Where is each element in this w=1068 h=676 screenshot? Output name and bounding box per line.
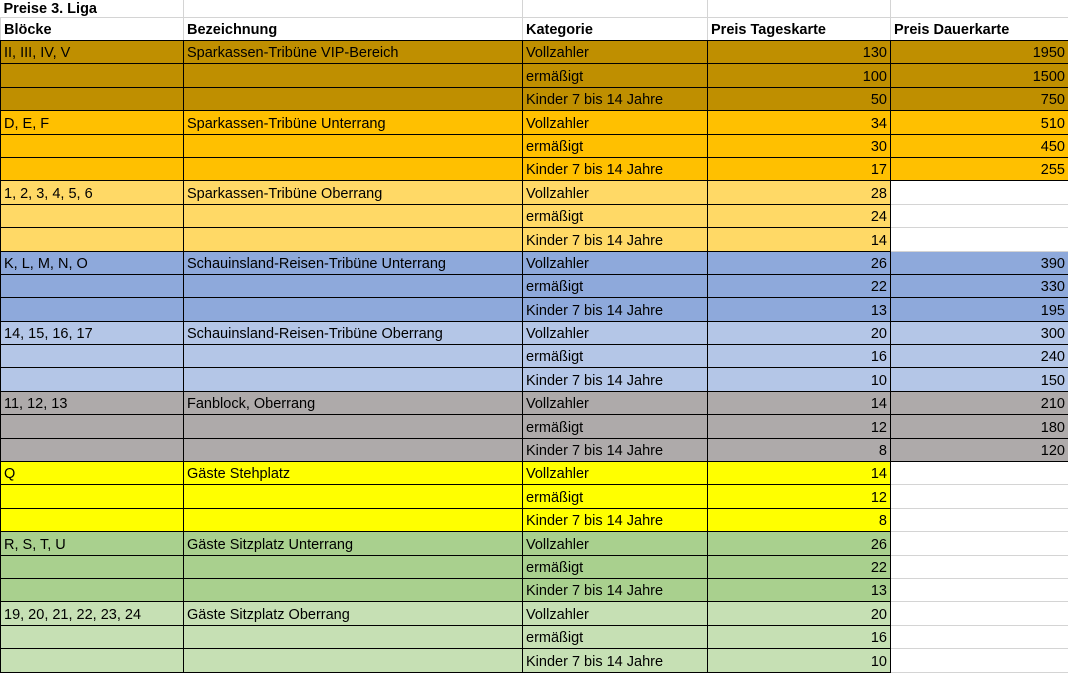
cell-preis-tageskarte[interactable]: 12 (708, 415, 891, 438)
cell-preis-dauerkarte[interactable]: 120 (891, 438, 1068, 461)
cell-preis-dauerkarte[interactable] (891, 555, 1068, 578)
cell-bezeichnung[interactable] (184, 555, 523, 578)
cell-kategorie[interactable]: ermäßigt (523, 64, 708, 87)
empty-cell[interactable] (523, 0, 708, 18)
cell-bloecke[interactable] (1, 157, 184, 180)
cell-bezeichnung[interactable]: Sparkassen-Tribüne Oberrang (184, 181, 523, 204)
table-row (1, 508, 1068, 531)
table-row (1, 555, 1068, 578)
table-row (1, 111, 1068, 134)
cell-preis-dauerkarte[interactable] (891, 462, 1068, 485)
cell-bloecke[interactable] (1, 228, 184, 251)
cell-kategorie[interactable]: ermäßigt (523, 134, 708, 157)
cell-bloecke[interactable]: D, E, F (1, 111, 184, 134)
cell-kategorie[interactable]: ermäßigt (523, 625, 708, 648)
cell-preis-dauerkarte[interactable]: 180 (891, 415, 1068, 438)
cell-preis-dauerkarte[interactable] (891, 602, 1068, 625)
cell-preis-tageskarte[interactable]: 13 (708, 298, 891, 321)
cell-preis-tageskarte[interactable]: 12 (708, 485, 891, 508)
table-row (1, 438, 1068, 461)
cell-kategorie[interactable]: Vollzahler (523, 181, 708, 204)
cell-preis-tageskarte[interactable]: 28 (708, 181, 891, 204)
cell-bezeichnung[interactable] (184, 625, 523, 648)
cell-bloecke[interactable] (1, 555, 184, 578)
table-row (1, 391, 1068, 414)
table-row (1, 462, 1068, 485)
cell-preis-dauerkarte[interactable] (891, 625, 1068, 648)
cell-bloecke[interactable]: K, L, M, N, O (1, 251, 184, 274)
cell-kategorie[interactable]: ermäßigt (523, 274, 708, 297)
table-row (1, 274, 1068, 297)
cell-preis-dauerkarte[interactable] (891, 532, 1068, 555)
cell-preis-dauerkarte[interactable] (891, 578, 1068, 601)
cell-preis-dauerkarte[interactable]: 195 (891, 298, 1068, 321)
cell-bloecke[interactable]: Q (1, 462, 184, 485)
cell-bloecke[interactable] (1, 298, 184, 321)
cell-bezeichnung[interactable]: Schauinsland-Reisen-Tribüne Unterrang (184, 251, 523, 274)
cell-preis-tageskarte[interactable]: 10 (708, 368, 891, 391)
cell-bloecke[interactable] (1, 274, 184, 297)
cell-preis-tageskarte[interactable]: 100 (708, 64, 891, 87)
table-row (1, 368, 1068, 391)
cell-preis-tageskarte[interactable]: 17 (708, 157, 891, 180)
header-row (1, 18, 1068, 41)
cell-preis-dauerkarte[interactable]: 240 (891, 345, 1068, 368)
header-preis-dauerkarte[interactable]: Preis Dauerkarte (891, 18, 1068, 41)
table-row (1, 251, 1068, 274)
table-row (1, 228, 1068, 251)
cell-preis-dauerkarte[interactable] (891, 649, 1068, 672)
cell-preis-tageskarte[interactable]: 14 (708, 462, 891, 485)
cell-bloecke[interactable]: 19, 20, 21, 22, 23, 24 (1, 602, 184, 625)
cell-kategorie[interactable]: Kinder 7 bis 14 Jahre (523, 298, 708, 321)
cell-bloecke[interactable] (1, 204, 184, 227)
cell-kategorie[interactable]: Vollzahler (523, 321, 708, 344)
cell-kategorie[interactable]: Vollzahler (523, 532, 708, 555)
table-row (1, 415, 1068, 438)
cell-bezeichnung[interactable] (184, 368, 523, 391)
cell-kategorie[interactable]: Vollzahler (523, 111, 708, 134)
cell-kategorie[interactable]: Vollzahler (523, 602, 708, 625)
cell-bloecke[interactable] (1, 485, 184, 508)
cell-bezeichnung[interactable] (184, 274, 523, 297)
cell-preis-tageskarte[interactable]: 34 (708, 111, 891, 134)
cell-bloecke[interactable]: R, S, T, U (1, 532, 184, 555)
table-row (1, 485, 1068, 508)
table-row (1, 345, 1068, 368)
empty-cell[interactable] (708, 0, 891, 18)
table-row (1, 625, 1068, 648)
empty-cell[interactable] (184, 0, 523, 18)
cell-preis-tageskarte[interactable]: 130 (708, 41, 891, 64)
cell-bezeichnung[interactable] (184, 228, 523, 251)
table-row (1, 321, 1068, 344)
cell-preis-tageskarte[interactable]: 24 (708, 204, 891, 227)
cell-bloecke[interactable] (1, 345, 184, 368)
table-row (1, 87, 1068, 110)
cell-preis-tageskarte[interactable]: 10 (708, 649, 891, 672)
cell-bloecke[interactable] (1, 649, 184, 672)
cell-kategorie[interactable]: Kinder 7 bis 14 Jahre (523, 508, 708, 531)
cell-preis-dauerkarte[interactable]: 390 (891, 251, 1068, 274)
cell-kategorie[interactable]: Kinder 7 bis 14 Jahre (523, 368, 708, 391)
cell-preis-dauerkarte[interactable] (891, 508, 1068, 531)
cell-kategorie[interactable]: ermäßigt (523, 415, 708, 438)
cell-preis-dauerkarte[interactable] (891, 228, 1068, 251)
cell-kategorie[interactable]: Kinder 7 bis 14 Jahre (523, 228, 708, 251)
header-preis-tageskarte[interactable]: Preis Tageskarte (708, 18, 891, 41)
cell-bezeichnung[interactable] (184, 649, 523, 672)
cell-preis-dauerkarte[interactable]: 150 (891, 368, 1068, 391)
table-row (1, 157, 1068, 180)
cell-preis-tageskarte[interactable]: 14 (708, 228, 891, 251)
cell-preis-dauerkarte[interactable]: 210 (891, 391, 1068, 414)
cell-preis-dauerkarte[interactable]: 450 (891, 134, 1068, 157)
cell-preis-tageskarte[interactable]: 22 (708, 555, 891, 578)
cell-bezeichnung[interactable]: Gäste Sitzplatz Unterrang (184, 532, 523, 555)
cell-bloecke[interactable]: 11, 12, 13 (1, 391, 184, 414)
cell-bloecke[interactable] (1, 508, 184, 531)
cell-preis-tageskarte[interactable]: 30 (708, 134, 891, 157)
cell-bezeichnung[interactable] (184, 415, 523, 438)
cell-bezeichnung[interactable] (184, 578, 523, 601)
cell-kategorie[interactable]: Kinder 7 bis 14 Jahre (523, 578, 708, 601)
header-kategorie[interactable]: Kategorie (523, 18, 708, 41)
cell-kategorie[interactable]: Kinder 7 bis 14 Jahre (523, 649, 708, 672)
cell-bloecke[interactable]: 1, 2, 3, 4, 5, 6 (1, 181, 184, 204)
cell-kategorie[interactable]: Vollzahler (523, 251, 708, 274)
cell-preis-dauerkarte[interactable] (891, 485, 1068, 508)
empty-cell[interactable] (891, 0, 1068, 18)
cell-bezeichnung[interactable] (184, 134, 523, 157)
cell-preis-dauerkarte[interactable]: 1950 (891, 41, 1068, 64)
header-bezeichnung[interactable]: Bezeichnung (184, 18, 523, 41)
cell-bloecke[interactable] (1, 625, 184, 648)
cell-bezeichnung[interactable] (184, 157, 523, 180)
sheet-title[interactable]: Preise 3. Liga (1, 0, 184, 18)
cell-bezeichnung[interactable]: Sparkassen-Tribüne VIP-Bereich (184, 41, 523, 64)
cell-kategorie[interactable]: Kinder 7 bis 14 Jahre (523, 157, 708, 180)
cell-bloecke[interactable] (1, 64, 184, 87)
table-row (1, 64, 1068, 87)
cell-kategorie[interactable]: Vollzahler (523, 391, 708, 414)
cell-preis-dauerkarte[interactable]: 300 (891, 321, 1068, 344)
table-row (1, 649, 1068, 672)
table-row (1, 134, 1068, 157)
cell-bezeichnung[interactable] (184, 345, 523, 368)
cell-preis-tageskarte[interactable]: 8 (708, 438, 891, 461)
cell-preis-dauerkarte[interactable]: 510 (891, 111, 1068, 134)
cell-bezeichnung[interactable]: Gäste Stehplatz (184, 462, 523, 485)
cell-kategorie[interactable]: ermäßigt (523, 345, 708, 368)
cell-preis-tageskarte[interactable]: 26 (708, 532, 891, 555)
cell-preis-tageskarte[interactable]: 13 (708, 578, 891, 601)
cell-preis-dauerkarte[interactable]: 750 (891, 87, 1068, 110)
cell-kategorie[interactable]: Kinder 7 bis 14 Jahre (523, 87, 708, 110)
cell-bezeichnung[interactable] (184, 298, 523, 321)
cell-preis-tageskarte[interactable]: 50 (708, 87, 891, 110)
cell-preis-tageskarte[interactable]: 8 (708, 508, 891, 531)
cell-bloecke[interactable] (1, 134, 184, 157)
cell-preis-dauerkarte[interactable] (891, 204, 1068, 227)
header-bloecke[interactable]: Blöcke (1, 18, 184, 41)
cell-bezeichnung[interactable] (184, 438, 523, 461)
table-row (1, 41, 1068, 64)
cell-bezeichnung[interactable] (184, 204, 523, 227)
cell-preis-tageskarte[interactable]: 20 (708, 321, 891, 344)
cell-kategorie[interactable]: ermäßigt (523, 555, 708, 578)
cell-preis-tageskarte[interactable]: 16 (708, 345, 891, 368)
table-row (1, 204, 1068, 227)
cell-preis-tageskarte[interactable]: 16 (708, 625, 891, 648)
table-row (1, 602, 1068, 625)
cell-kategorie[interactable]: ermäßigt (523, 204, 708, 227)
cell-bloecke[interactable]: II, III, IV, V (1, 41, 184, 64)
cell-preis-dauerkarte[interactable]: 1500 (891, 64, 1068, 87)
cell-bezeichnung[interactable] (184, 64, 523, 87)
cell-bloecke[interactable] (1, 87, 184, 110)
cell-bezeichnung[interactable]: Schauinsland-Reisen-Tribüne Oberrang (184, 321, 523, 344)
cell-preis-tageskarte[interactable]: 14 (708, 391, 891, 414)
cell-preis-tageskarte[interactable]: 26 (708, 251, 891, 274)
cell-bezeichnung[interactable]: Gäste Sitzplatz Oberrang (184, 602, 523, 625)
title-row (1, 0, 1068, 18)
cell-bezeichnung[interactable]: Fanblock, Oberrang (184, 391, 523, 414)
cell-bloecke[interactable] (1, 368, 184, 391)
cell-bezeichnung[interactable] (184, 485, 523, 508)
table-row (1, 532, 1068, 555)
cell-kategorie[interactable]: Kinder 7 bis 14 Jahre (523, 438, 708, 461)
cell-preis-tageskarte[interactable]: 22 (708, 274, 891, 297)
cell-bloecke[interactable] (1, 578, 184, 601)
cell-bezeichnung[interactable] (184, 87, 523, 110)
cell-kategorie[interactable]: ermäßigt (523, 485, 708, 508)
table-row (1, 578, 1068, 601)
cell-bloecke[interactable] (1, 415, 184, 438)
cell-bezeichnung[interactable]: Sparkassen-Tribüne Unterrang (184, 111, 523, 134)
cell-preis-dauerkarte[interactable] (891, 181, 1068, 204)
cell-preis-dauerkarte[interactable]: 330 (891, 274, 1068, 297)
cell-bezeichnung[interactable] (184, 508, 523, 531)
cell-bloecke[interactable] (1, 438, 184, 461)
table-row (1, 298, 1068, 321)
table-row (1, 181, 1068, 204)
cell-preis-dauerkarte[interactable]: 255 (891, 157, 1068, 180)
cell-kategorie[interactable]: Vollzahler (523, 462, 708, 485)
cell-kategorie[interactable]: Vollzahler (523, 41, 708, 64)
cell-preis-tageskarte[interactable]: 20 (708, 602, 891, 625)
cell-bloecke[interactable]: 14, 15, 16, 17 (1, 321, 184, 344)
